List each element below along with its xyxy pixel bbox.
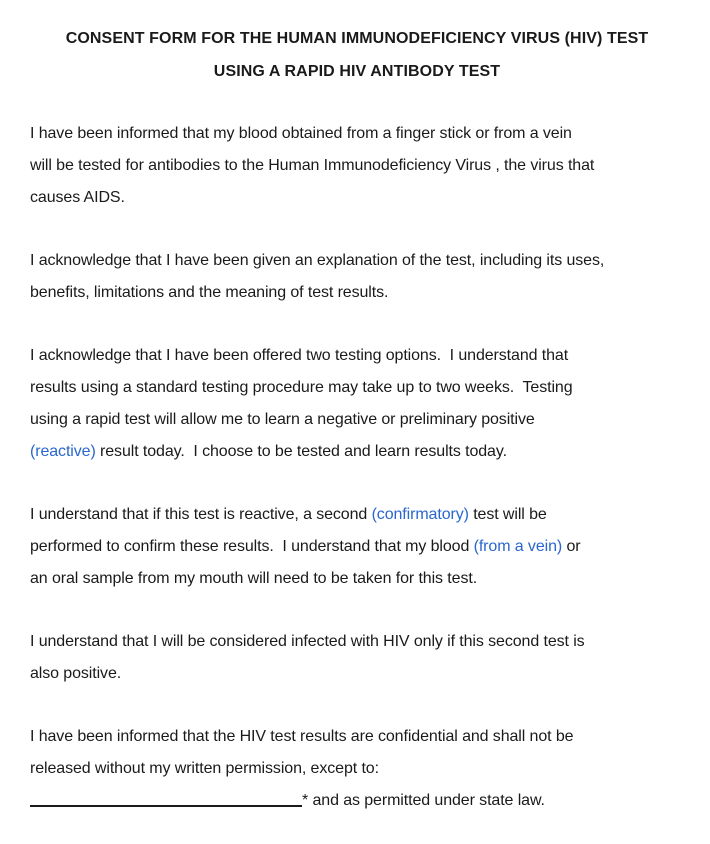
paragraph-infected-only-if	[30, 626, 684, 690]
text-line: causes AIDS.	[30, 189, 125, 206]
paragraph-blood-obtained	[30, 118, 684, 214]
paragraph-testing-options	[30, 340, 684, 468]
text-segment: or	[562, 538, 581, 555]
text-line: benefits, limitations and the meaning of test results.	[30, 284, 389, 301]
fill-in-blank-line	[30, 805, 302, 807]
text-line	[30, 436, 684, 468]
text-line: released without my written permission, except to:	[30, 760, 379, 777]
text-line	[30, 499, 684, 531]
text-line: an oral sample from my mouth will need to be taken for this test.	[30, 570, 478, 587]
text-segment: * and as permitted under state law.	[302, 792, 545, 809]
text-line: I understand that I will be considered infected with HIV only if this second test is	[30, 633, 585, 650]
paragraph-explanation-given	[30, 245, 684, 309]
text-segment: test will be	[468, 506, 547, 523]
blue-term-confirmatory: (confirmatory)	[371, 506, 469, 523]
form-title-line-2: USING A RAPID HIV ANTIBODY TEST	[213, 63, 501, 80]
form-title	[30, 22, 684, 88]
blue-term-reactive: (reactive)	[30, 443, 96, 460]
text-segment: result today. I choose to be tested and learn results today.	[95, 443, 507, 460]
text-segment: I understand that if this test is reactive, a second	[30, 506, 372, 523]
text-line: I have been informed that my blood obtained from a finger stick or from a vein	[30, 125, 572, 142]
text-line: I have been informed that the HIV test results are confidential and shall not be	[30, 728, 574, 745]
paragraph-confidentiality	[30, 721, 684, 817]
text-segment: performed to confirm these results. I understand that my blood	[30, 538, 474, 555]
text-line: I acknowledge that I have been given an explanation of the test, including its uses,	[30, 252, 605, 269]
blue-term-from-a-vein: (from a vein)	[473, 538, 563, 555]
text-line	[30, 785, 684, 817]
text-line	[30, 531, 684, 563]
text-line: using a rapid test will allow me to learn a negative or preliminary positive	[30, 411, 535, 428]
text-line: also positive.	[30, 665, 122, 682]
text-line: results using a standard testing procedure may take up to two weeks. Testing	[30, 379, 573, 396]
text-line: will be tested for antibodies to the Human Immunodeficiency Virus , the virus that	[30, 157, 595, 174]
paragraph-confirmatory-test	[30, 499, 684, 595]
form-title-line-1: CONSENT FORM FOR THE HUMAN IMMUNODEFICIENCY VIRUS (HIV) TEST	[65, 30, 649, 47]
text-line: I acknowledge that I have been offered two testing options. I understand that	[30, 347, 569, 364]
